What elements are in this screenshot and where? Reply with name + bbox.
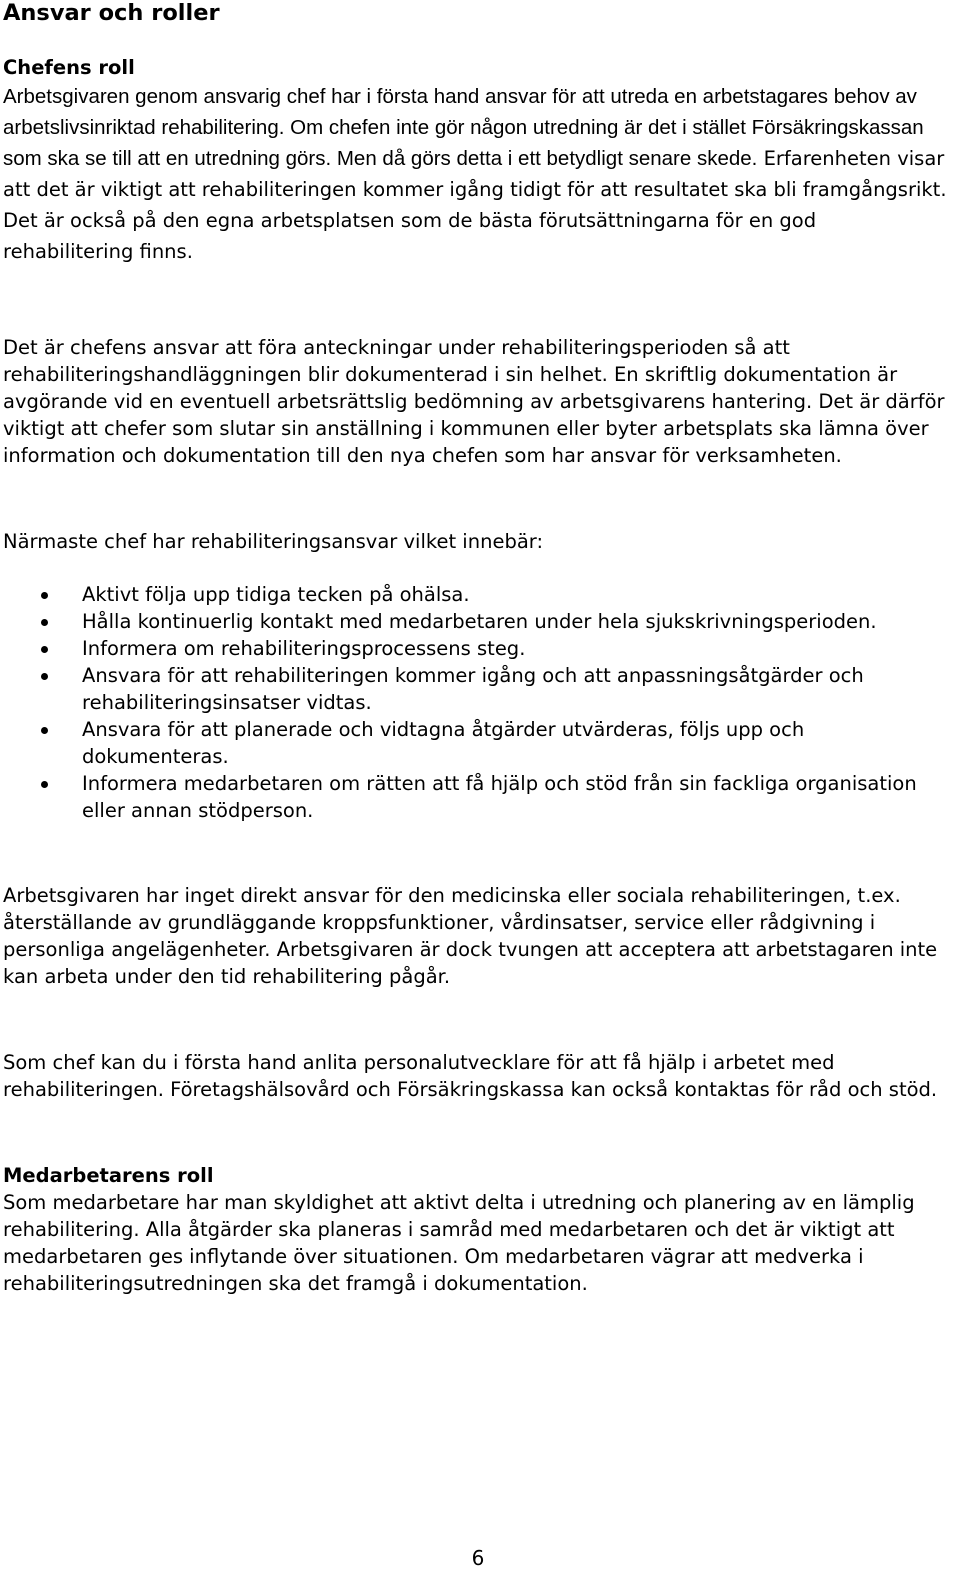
list-item-text: Ansvara för att planerade och vidtagna åtgärder utvärderas, följs upp och dokumenteras. [82, 718, 805, 768]
list-item-text: Hålla kontinuerlig kontakt med medarbetaren under hela sjukskrivningsperioden. [82, 610, 877, 633]
list-item [3, 608, 951, 635]
chef-documentation-block [3, 334, 951, 469]
list-item-text: Informera medarbetaren om rätten att få hjälp och stöd från sin fackliga organisation eller annan stödperson. [82, 772, 917, 822]
responsibilities-list-block [3, 581, 951, 824]
employee-section-heading: Medarbetarens roll [3, 1164, 214, 1187]
list-item-text: Ansvara för att rehabiliteringen kommer igång och att anpassningsåtgärder och rehabiliteringsinsatser vidtas. [82, 664, 864, 714]
bullet-icon [41, 619, 48, 626]
chef-intro-paragraph: Arbetsgivaren genom ansvarig chef har i första hand ansvar för att utreda en arbetstagares behov av arbetslivsinriktad rehabilitering. Om chefen inte gör någon utredning är det i stället Försäkringskassan som ska se till att en utredning görs. Men då görs detta i ett betydligt senare skede. [3, 85, 924, 170]
bullet-icon [41, 646, 48, 653]
list-intro-block [3, 528, 951, 555]
bullet-icon [41, 592, 48, 599]
bullet-icon [41, 727, 48, 734]
list-item-text: Aktivt följa upp tidiga tecken på ohälsa. [82, 583, 470, 606]
chef-intro-rest: Erfarenheten visar att det är viktigt att rehabiliteringen kommer igång tidigt för att resultatet ska bli framgångsrikt. Det är också på den egna arbetsplatsen som de bästa förutsättningarna för en god rehabilitering finns. [3, 147, 947, 263]
list-item [3, 716, 951, 770]
bullet-icon [41, 673, 48, 680]
chef-section-heading: Chefens roll [3, 56, 135, 79]
support-block [3, 1049, 951, 1103]
document-title: Ansvar och roller [3, 0, 220, 26]
bullet-icon [41, 781, 48, 788]
employer-responsibility-paragraph: Arbetsgivaren har inget direkt ansvar för den medicinska eller sociala rehabiliteringen, t.ex. återställande av grundläggande kroppsfunktioner, vårdinsatser, service eller rådgivning i personliga angelägenheter. Arbetsgivaren är dock tvungen att acceptera att arbetstagaren inte kan arbeta under den tid rehabilitering pågår. [3, 884, 938, 988]
chef-intro-wrapper [3, 81, 951, 267]
employee-paragraph: Som medarbetare har man skyldighet att aktivt delta i utredning och planering av en lämplig rehabilitering. Alla åtgärder ska planeras i samråd med medarbetaren och det är viktigt att medarbetaren ges inflytande över situationen. Om medarbetaren vägrar att medverka i rehabiliteringsutredningen ska det framgå i dokumentation. [3, 1191, 915, 1295]
list-item [3, 635, 951, 662]
employer-responsibility-block [3, 882, 951, 990]
list-item-text: Informera om rehabiliteringsprocessens steg. [82, 637, 526, 660]
employee-section [3, 1162, 951, 1297]
responsibilities-list [3, 581, 951, 824]
list-item [3, 770, 951, 824]
chef-documentation-paragraph: Det är chefens ansvar att föra anteckningar under rehabiliteringsperioden så att rehabiliteringshandläggningen blir dokumenterad i sin helhet. En skriftlig dokumentation är avgörande vid en eventuell arbetsrättslig bedömning av arbetsgivarens hantering. Det är därför viktigt att chefer som slutar sin anställning i kommunen eller byter arbetsplats ska lämna över information och dokumentation till den nya chefen som har ansvar för verksamheten. [3, 336, 945, 467]
page-number: 6 [471, 1546, 485, 1570]
responsibilities-intro: Närmaste chef har rehabiliteringsansvar vilket innebär: [3, 530, 544, 553]
support-paragraph: Som chef kan du i första hand anlita personalutvecklare för att få hjälp i arbetet med rehabiliteringen. Företagshälsovård och Försäkringskassa kan också kontaktas för råd och stöd. [3, 1051, 938, 1101]
list-item [3, 581, 951, 608]
chef-section [3, 54, 951, 267]
list-item [3, 662, 951, 716]
